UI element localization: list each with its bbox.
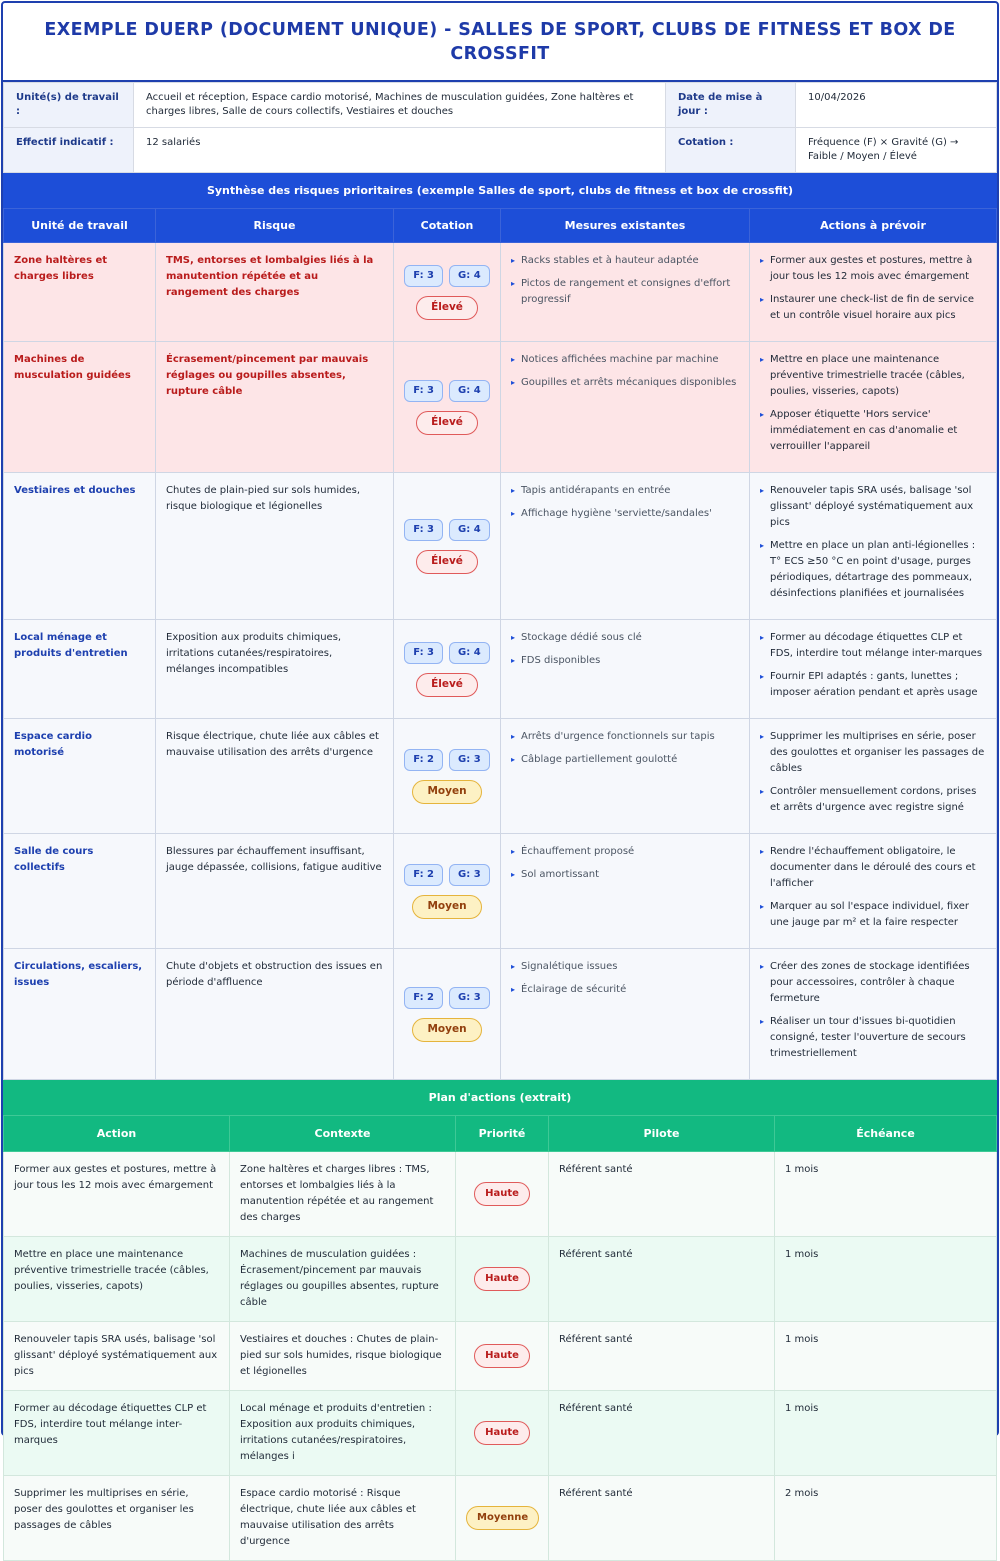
risk-row [4, 719, 997, 834]
existing-measures [501, 620, 750, 719]
gravity-chip: G: 4 [449, 519, 490, 541]
plan-action: Former au décodage étiquettes CLP et FDS, interdire tout mélange inter-marques [4, 1391, 230, 1476]
priority-badge: Haute [474, 1267, 530, 1291]
plan-context: Local ménage et produits d'entretien : Exposition aux produits chimiques, irritations cutanées/respiratoires, mélanges i [230, 1391, 456, 1476]
plan-pilot: Référent santé [549, 1237, 775, 1322]
synthese-title: Synthèse des risques prioritaires (exemple Salles de sport, clubs de fitness et box de crossfit) [3, 173, 997, 208]
existing-measures [501, 342, 750, 473]
existing-measures [501, 834, 750, 949]
measure-item: ▸ Signalétique issues [511, 959, 739, 975]
plan-action: Mettre en place une maintenance préventive trimestrielle tracée (câbles, poulies, visseries, capots) [4, 1237, 230, 1322]
risk-level-badge: Élevé [416, 411, 478, 435]
planned-actions [750, 834, 997, 949]
risk-description: Exposition aux produits chimiques, irritations cutanées/respiratoires, mélanges incompatibles [156, 620, 394, 719]
risk-row [4, 243, 997, 342]
risk-level-badge: Élevé [416, 673, 478, 697]
risk-level-badge: Moyen [412, 1018, 481, 1042]
gravity-chip: G: 4 [449, 265, 490, 287]
action-plan-table [3, 1115, 997, 1561]
planned-actions [750, 719, 997, 834]
risk-description: Risque électrique, chute liée aux câbles et mauvaise utilisation des arrêts d'urgence [156, 719, 394, 834]
existing-measures [501, 719, 750, 834]
risk-description: Écrasement/pincement par mauvais réglages ou goupilles absentes, rupture câble [156, 342, 394, 473]
risk-cotation [394, 243, 501, 342]
risk-unit: Vestiaires et douches [4, 473, 156, 620]
measure-item: ▸ Câblage partiellement goulotté [511, 752, 739, 768]
risk-description: Chutes de plain-pied sur sols humides, risque biologique et légionelles [156, 473, 394, 620]
plan-row [4, 1322, 997, 1391]
date-label: Date de mise à jour : [666, 83, 796, 128]
measure-item: ▸ Arrêts d'urgence fonctionnels sur tapis [511, 729, 739, 745]
risk-unit: Zone haltères et charges libres [4, 243, 156, 342]
measure-item: ▸ Stockage dédié sous clé [511, 630, 739, 646]
plan-header-pilot: Pilote [549, 1116, 775, 1152]
action-item: ▸ Apposer étiquette 'Hors service' immédiatement en cas d'anomalie et verrouiller l'appareil [760, 407, 986, 455]
plan-row [4, 1152, 997, 1237]
gravity-chip: G: 3 [449, 749, 490, 771]
priority-badge: Moyenne [466, 1506, 539, 1530]
planned-actions [750, 243, 997, 342]
risk-unit: Local ménage et produits d'entretien [4, 620, 156, 719]
plan-due: 1 mois [775, 1152, 997, 1237]
risk-description: Blessures par échauffement insuffisant, jauge dépassée, collisions, fatigue auditive [156, 834, 394, 949]
risk-level-badge: Moyen [412, 780, 481, 804]
measure-item: ▸ Pictos de rangement et consignes d'effort progressif [511, 276, 739, 308]
unites-value: Accueil et réception, Espace cardio motorisé, Machines de musculation guidées, Zone haltères et charges libres, Salle de cours collectifs, Vestiaires et douches [134, 83, 666, 128]
plan-due: 1 mois [775, 1237, 997, 1322]
plan-priority [456, 1322, 549, 1391]
gravity-chip: G: 4 [449, 380, 490, 402]
measure-item: ▸ Sol amortissant [511, 867, 739, 883]
plan-pilot: Référent santé [549, 1476, 775, 1561]
risk-level-badge: Élevé [416, 550, 478, 574]
risk-header-measures: Mesures existantes [501, 209, 750, 243]
meta-table [3, 82, 997, 173]
measure-item: ▸ Échauffement proposé [511, 844, 739, 860]
frequency-chip: F: 3 [404, 380, 443, 402]
action-item: ▸ Fournir EPI adaptés : gants, lunettes ; imposer aération pendant et après usage [760, 669, 986, 701]
frequency-chip: F: 2 [404, 987, 443, 1009]
plan-row [4, 1237, 997, 1322]
measure-item: ▸ Goupilles et arrêts mécaniques disponibles [511, 375, 739, 391]
measure-item: ▸ Tapis antidérapants en entrée [511, 483, 739, 499]
plan-action: Renouveler tapis SRA usés, balisage 'sol glissant' déployé systématiquement aux pics [4, 1322, 230, 1391]
priority-badge: Haute [474, 1344, 530, 1368]
document-title: EXEMPLE DUERP (DOCUMENT UNIQUE) - SALLES DE SPORT, CLUBS DE FITNESS ET BOX DE CROSSFIT [3, 3, 997, 82]
risk-cotation [394, 949, 501, 1080]
action-item: ▸ Rendre l'échauffement obligatoire, le documenter dans le déroulé des cours et l'afficher [760, 844, 986, 892]
priority-badge: Haute [474, 1182, 530, 1206]
frequency-chip: F: 2 [404, 864, 443, 886]
risk-level-badge: Élevé [416, 296, 478, 320]
cotation-value: Fréquence (F) × Gravité (G) → Faible / Moyen / Élevé [796, 128, 997, 173]
plan-priority [456, 1476, 549, 1561]
plan-header-context: Contexte [230, 1116, 456, 1152]
risk-cotation [394, 342, 501, 473]
measure-item: ▸ Éclairage de sécurité [511, 982, 739, 998]
measure-item: ▸ Affichage hygiène 'serviette/sandales' [511, 506, 739, 522]
plan-row [4, 1476, 997, 1561]
planned-actions [750, 473, 997, 620]
action-item: ▸ Supprimer les multiprises en série, poser des goulottes et organiser les passages de câbles [760, 729, 986, 777]
frequency-chip: F: 3 [404, 265, 443, 287]
plan-action: Supprimer les multiprises en série, poser des goulottes et organiser les passages de câbles [4, 1476, 230, 1561]
action-item: ▸ Mettre en place une maintenance préventive trimestrielle tracée (câbles, poulies, visseries, capots) [760, 352, 986, 400]
risk-cotation [394, 719, 501, 834]
risk-unit: Machines de musculation guidées [4, 342, 156, 473]
risk-description: TMS, entorses et lombalgies liés à la manutention répétée et au rangement des charges [156, 243, 394, 342]
priority-badge: Haute [474, 1421, 530, 1445]
plan-due: 2 mois [775, 1476, 997, 1561]
gravity-chip: G: 4 [449, 642, 490, 664]
risk-unit: Espace cardio motorisé [4, 719, 156, 834]
plan-context: Vestiaires et douches : Chutes de plain-pied sur sols humides, risque biologique et légionelles [230, 1322, 456, 1391]
gravity-chip: G: 3 [449, 864, 490, 886]
action-item: ▸ Instaurer une check-list de fin de service et un contrôle visuel horaire aux pics [760, 292, 986, 324]
plan-context: Zone haltères et charges libres : TMS, entorses et lombalgies liés à la manutention répétée et au rangement des charges [230, 1152, 456, 1237]
action-item: ▸ Contrôler mensuellement cordons, prises et arrêts d'urgence avec registre signé [760, 784, 986, 816]
plan-action: Former aux gestes et postures, mettre à jour tous les 12 mois avec émargement [4, 1152, 230, 1237]
plan-context: Machines de musculation guidées : Écrasement/pincement par mauvais réglages ou goupilles absentes, rupture câble [230, 1237, 456, 1322]
risk-header-unit: Unité de travail [4, 209, 156, 243]
plan-header-priority: Priorité [456, 1116, 549, 1152]
risk-header-actions: Actions à prévoir [750, 209, 997, 243]
plan-priority [456, 1391, 549, 1476]
risk-cotation [394, 620, 501, 719]
risk-header-cotation: Cotation [394, 209, 501, 243]
risk-cotation [394, 473, 501, 620]
plan-row [4, 1391, 997, 1476]
document-sheet [1, 1, 999, 1547]
unites-label: Unité(s) de travail : [4, 83, 134, 128]
plan-due: 1 mois [775, 1391, 997, 1476]
cotation-label: Cotation : [666, 128, 796, 173]
risk-row [4, 342, 997, 473]
plan-header-action: Action [4, 1116, 230, 1152]
risk-unit: Circulations, escaliers, issues [4, 949, 156, 1080]
effectif-label: Effectif indicatif : [4, 128, 134, 173]
risk-level-badge: Moyen [412, 895, 481, 919]
risk-unit: Salle de cours collectifs [4, 834, 156, 949]
plan-priority [456, 1237, 549, 1322]
risk-row [4, 949, 997, 1080]
planned-actions [750, 342, 997, 473]
risk-row [4, 620, 997, 719]
existing-measures [501, 243, 750, 342]
plan-due: 1 mois [775, 1322, 997, 1391]
risk-row [4, 834, 997, 949]
action-item: ▸ Marquer au sol l'espace individuel, fixer une jauge par m² et la faire respecter [760, 899, 986, 931]
plan-priority [456, 1152, 549, 1237]
existing-measures [501, 473, 750, 620]
plan-header-due: Échéance [775, 1116, 997, 1152]
action-item: ▸ Réaliser un tour d'issues bi-quotidien consigné, tester l'ouverture de secours trimestriellement [760, 1014, 986, 1062]
measure-item: ▸ Racks stables et à hauteur adaptée [511, 253, 739, 269]
plan-pilot: Référent santé [549, 1391, 775, 1476]
measure-item: ▸ Notices affichées machine par machine [511, 352, 739, 368]
plan-pilot: Référent santé [549, 1322, 775, 1391]
risk-header-risk: Risque [156, 209, 394, 243]
plan-context: Espace cardio motorisé : Risque électrique, chute liée aux câbles et mauvaise utilisation des arrêts d'urgence [230, 1476, 456, 1561]
plan-title: Plan d'actions (extrait) [3, 1080, 997, 1115]
existing-measures [501, 949, 750, 1080]
action-item: ▸ Former au décodage étiquettes CLP et FDS, interdire tout mélange inter-marques [760, 630, 986, 662]
risk-cotation [394, 834, 501, 949]
planned-actions [750, 620, 997, 719]
effectif-value: 12 salariés [134, 128, 666, 173]
frequency-chip: F: 2 [404, 749, 443, 771]
plan-pilot: Référent santé [549, 1152, 775, 1237]
planned-actions [750, 949, 997, 1080]
frequency-chip: F: 3 [404, 519, 443, 541]
risk-table [3, 208, 997, 1080]
risk-description: Chute d'objets et obstruction des issues en période d'affluence [156, 949, 394, 1080]
action-item: ▸ Créer des zones de stockage identifiées pour accessoires, contrôler à chaque fermeture [760, 959, 986, 1007]
risk-row [4, 473, 997, 620]
action-item: ▸ Mettre en place un plan anti-légionelles : T° ECS ≥50 °C en point d'usage, purges périodiques, détartrage des pommeaux, désinfections planifiées et journalisées [760, 538, 986, 602]
gravity-chip: G: 3 [449, 987, 490, 1009]
action-item: ▸ Former aux gestes et postures, mettre à jour tous les 12 mois avec émargement [760, 253, 986, 285]
measure-item: ▸ FDS disponibles [511, 653, 739, 669]
date-value: 10/04/2026 [796, 83, 997, 128]
frequency-chip: F: 3 [404, 642, 443, 664]
action-item: ▸ Renouveler tapis SRA usés, balisage 'sol glissant' déployé systématiquement aux pics [760, 483, 986, 531]
